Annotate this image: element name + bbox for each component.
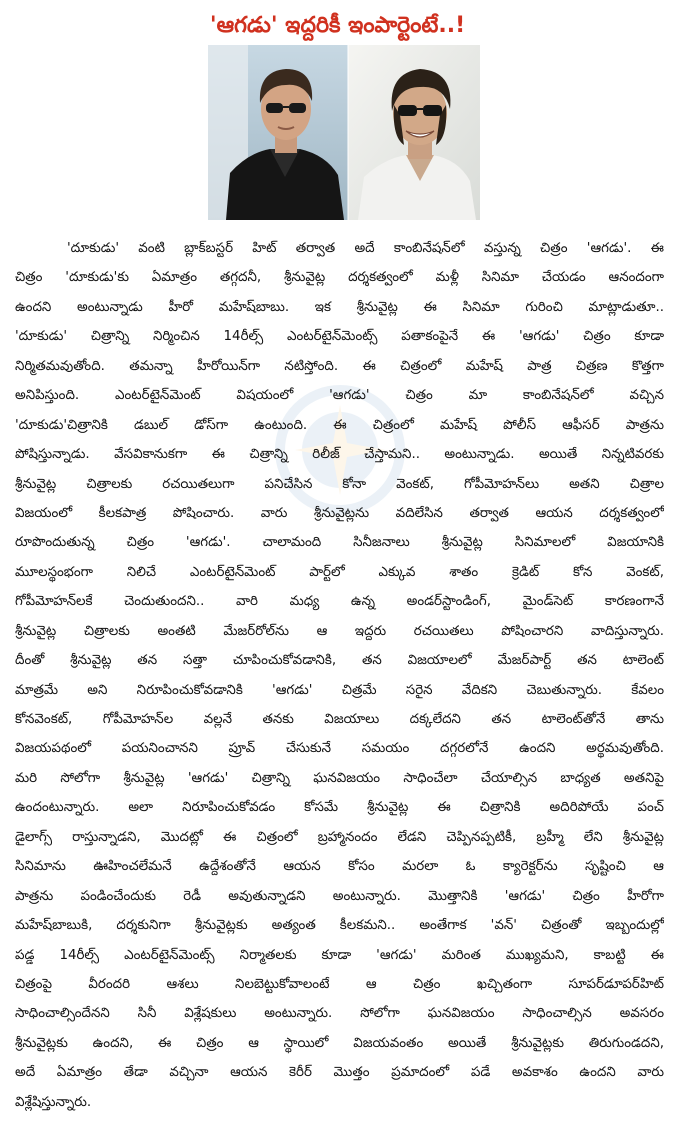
- article-line: డైలాగ్స్ రాస్తున్నాడని, మొదట్లో ఈ చిత్రంలో బ్రహ్మానందం లేడని చెప్పినప్పటికీ, బ్రహ్మీ లేని శ్రీనువైట్ల: [15, 829, 664, 845]
- article-line: ఉందంటున్నారు. అలా నిరూపించుకోవడం కోసమే శ్రీనువైట్ల ఈ చిత్రానికి అదిరిపోయే పంచ్: [15, 800, 664, 816]
- article-line: శ్రీనువైట్ల చిత్రాలకు అంతటి మేజర్‌రోల్‌ను ఆ ఇద్దరు రచయితలు పోషించారని వాదిస్తున్నారు.: [15, 623, 664, 639]
- article-line: మాత్రమే అని నిరూపించుకోవడానికి 'ఆగడు' చిత్రమే సరైన వేదికని చెబుతున్నారు. కేవలం: [15, 682, 664, 698]
- article-line: 'దూకుడు' వంటి బ్లాక్‌బస్టర్ హిట్ తర్వాత అదే కాంబినేషన్‌లో వస్తున్న చిత్రం 'ఆగడు'. ఈ: [67, 241, 664, 256]
- article-line: సాధించాల్సిందేనని సినీ విశ్లేషకులు అంటున్నారు. సోలోగా ఘనవిజయం సాధించాల్సిన అవసరం: [15, 1006, 664, 1022]
- article-line: శ్రీనువైట్ల చిత్రాలకు రచయితలుగా పనిచేసిన కోనా వెంకట్, గోపీమోహన్‌లు అతని చిత్రాల: [15, 476, 664, 492]
- article-line: దీంతో శ్రీనువైట్ల తన సత్తా చూపించుకోవడానికి, తన విజయాలలో మేజర్‌పార్ట్ తన టాలెంట్: [15, 653, 664, 669]
- right-person-photo: [348, 45, 480, 220]
- article-line: నిర్మితమవుతోంది. తమన్నా హీరోయిన్‌గా నటిస్తోంది. ఈ చిత్రంలో మహేష్ పాత్ర చిత్రణ కొత్తగా: [15, 358, 664, 374]
- article-line: విజయపథంలో పయనించానని ప్రూవ్ చేసుకునే సమయం దగ్గరలోనే ఉందని అర్థమవుతోంది.: [15, 741, 664, 757]
- article-line: చిత్రం 'దూకుడు'కు ఏమాత్రం తగ్గదనీ, శ్రీనువైట్ల దర్శకత్వంలో మళ్లీ సినిమా చేయడం ఆనందంగా: [15, 270, 664, 286]
- article-line: విశ్లేషిస్తున్నారు.: [15, 1094, 92, 1110]
- article-line: శ్రీనువైట్లకు ఉందని, ఈ చిత్రం ఆ స్థాయిలో విజయవంతం అయితే శ్రీనువైట్లకు తిరుగుండదని,: [15, 1035, 664, 1051]
- article-body: [15, 234, 664, 1117]
- article-line: పడ్డ 14రీల్స్ ఎంటర్‌టైన్‌మెంట్స్ నిర్మాతలకు కూడా 'ఆగడు' మరింత ముఖ్యమని, కాబట్టి ఈ: [15, 947, 664, 963]
- left-person-photo: [208, 45, 348, 220]
- article-line: మూలస్థంభంగా నిలిచే ఎంటర్‌టైన్‌మెంట్ పార్ట్‌లో ఎక్కువ శాతం క్రెడిట్ కోన వెంకట్,: [15, 564, 664, 580]
- article-line: గోపీమోహన్‌లకే చెందుతుందని.. వారి మధ్య ఉన్న అండర్‌స్టాండింగ్, మైండ్‌సెట్ కారణంగానే: [15, 594, 664, 610]
- article-line: పోషిస్తున్నాడు. వేసవికానుకగా ఈ చిత్రాన్ని రిలీజ్ చేస్తామని.. అంటున్నాడు. అయితే నిన్నటివరకు: [15, 447, 664, 463]
- article-line: 'దూకుడు'చిత్రానికి డబుల్ డోస్‌గా ఉంటుంది. ఈ చిత్రంలో మహేష్ పోలీస్ ఆఫీసర్ పాత్రను: [15, 417, 664, 433]
- article-line: కోనవెంకట్, గోపీమోహన్‌ల వల్లనే తనకు విజయాలు దక్కలేదని తన టాలెంట్‌తోనే తాను: [15, 712, 664, 727]
- article-line: అనిపిస్తుంది. ఎంటర్‌టైన్‌మెంట్ విషయంలో 'ఆగడు' చిత్రం మా కాంబినేషన్‌లో వచ్చిన: [15, 388, 664, 404]
- article-line: పాత్రను పండించేందుకు రెడీ అవుతున్నాడని అంటున్నారు. మొత్తానికి 'ఆగడు' చిత్రం హీరోగా: [15, 888, 664, 904]
- article-line: విజయంలో కీలకపాత్ర పోషించారు. వారు శ్రీనువైట్లను వదిలేసిన తర్వాత ఆయన దర్శకత్వంలో: [15, 505, 664, 521]
- article-line: అదే ఏమాత్రం తేడా వచ్చినా ఆయన కెరీర్ మొత్తం ప్రమాదంలో పడే అవకాశం ఉందని వారు: [15, 1065, 664, 1081]
- article-line: 'దూకుడు' చిత్రాన్ని నిర్మించిన 14రీల్స్ ఎంటర్‌టైన్‌మెంట్స్ పతాకంపైనే ఈ 'ఆగడు' చిత్రం కూడా: [15, 329, 664, 345]
- article-line: ఉందని అంటున్నాడు హీరో మహేష్‌బాబు. ఇక శ్రీనువైట్ల ఈ సినిమా గురించి మాట్లాడుతూ..: [15, 299, 664, 315]
- article-line: మరి సోలోగా శ్రీనువైట్ల 'ఆగడు' చిత్రాన్ని ఘనవిజయం సాధించేలా చేయాల్సిన బాధ్యత అతనిపై: [15, 770, 664, 786]
- article-headline: 'ఆగడు' ఇద్దరికీ ఇంపార్టెంటే..!: [209, 13, 466, 38]
- article-photo: [208, 45, 480, 220]
- article-line: చిత్రంపై వీరందరి ఆశలు నిలబెట్టుకోవాలంటే ఆ చిత్రం ఖచ్చితంగా సూపర్‌డూపర్‌హిట్: [15, 976, 664, 992]
- article-line: మహేష్‌బాబుకి, దర్శకునిగా శ్రీనువైట్లకు అత్యంత కీలకమని.. అంతేగాక 'వన్' చిత్రంతో ఇబ్బందుల్లో: [15, 918, 664, 934]
- article-line: సినిమాను ఊహించలేమనే ఉద్దేశంతోనే ఆయన కోసం మరలా ఓ క్యారెక్టర్‌ను సృష్టించి ఆ: [15, 859, 664, 875]
- article-line: రూపొందుతున్న చిత్రం 'ఆగడు'. చాలామంది సినీజనాలు శ్రీనువైట్ల సినిమాలలో విజయానికి: [15, 535, 664, 551]
- photo-collage: [208, 45, 480, 220]
